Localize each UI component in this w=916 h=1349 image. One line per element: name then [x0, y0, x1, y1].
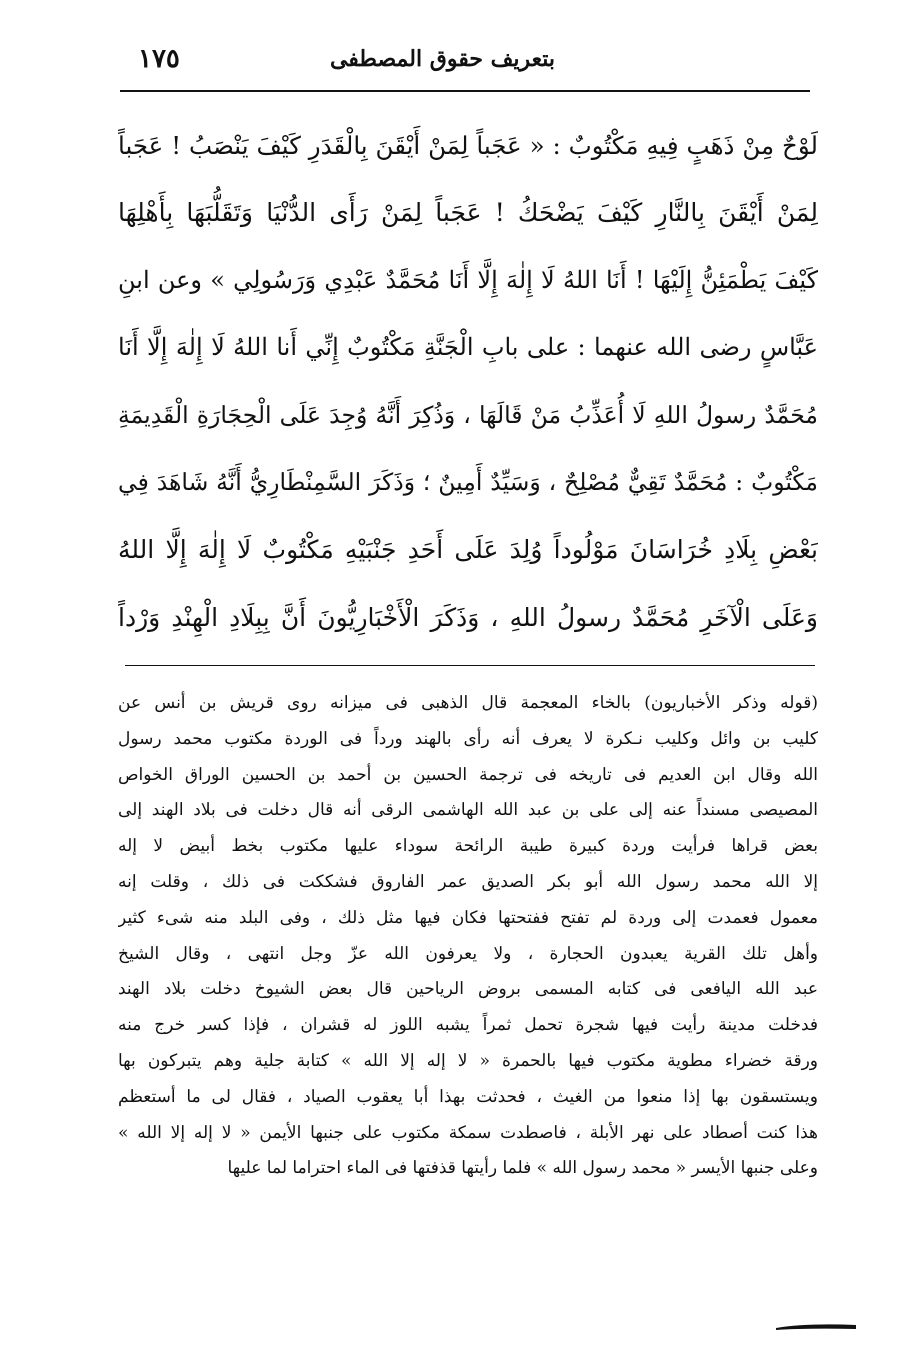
- footnote-line: معمول فعمدت إلى وردة لم تفتح ففتحتها فكان فيها مثل ذلك ، وفى البلد منه شىء كثير: [118, 907, 818, 928]
- footnote-line: هذا كنت أصطاد على نهر الأبلة ، فاصطدت سمكة مكتوب على جنبها الأيمن « لا إله إلا الله »: [118, 1122, 818, 1143]
- footnote-line: فدخلت مدينة رأيت فيها شجرة تحمل ثمراً يشبه اللوز له قشران ، فإذا كسر خرج منه: [118, 1015, 818, 1036]
- footnote-block: [118, 686, 818, 1187]
- footnote-line: وأهل تلك القرية يعبدون الحجارة ، ولا يعرفون الله عزّ وجل انتهى ، وقال الشيخ: [118, 943, 818, 964]
- main-text-line: وَعَلَى الْآخَرِ مُحَمَّدٌ رسولُ اللهِ ، وَذَكَرَ الْأَخْبَارِيُّونَ أَنَّ بِبِلَادِ الْهِنْدِ وَرْداً: [118, 602, 818, 632]
- page-number: ١٧٥: [138, 44, 180, 74]
- footnote-line: المصيصى مسنداً عنه إلى على بن عبد الله الهاشمى الرقى أنه قال دخلت فى بلاد الهند إلى: [118, 800, 818, 821]
- footnote-line: إلا الله محمد رسول الله أبو بكر الصديق عمر الفاروق فشككت فى ذلك ، وقلت إنه: [118, 871, 818, 892]
- main-text-line: بَعْضِ بِلَادِ خُرَاسَانَ مَوْلُوداً وُلِدَ عَلَى أَحَدِ جَنْبَيْهِ مَكْتُوبٌ لَا إِلٰهَ إِلَّا اللهُ: [118, 535, 818, 565]
- main-text-line: مُحَمَّدٌ رسولُ اللهِ لَا أُعَذِّبُ مَنْ قَالَهَا ، وَذُكِرَ أَنَّهُ وُجِدَ عَلَى الْحِجَارَةِ الْقَدِيمَةِ: [118, 400, 818, 429]
- footnote-separator: [125, 665, 815, 666]
- main-text-block: [118, 112, 818, 651]
- footnote-line: ورقة خضراء مطوية مكتوب فيها بالحمرة « لا إله إلا الله » كتابة جلية وهم يتبركون بها: [118, 1050, 818, 1071]
- footnote-line: بعض قراها فرأيت وردة كبيرة طيبة الرائحة سوداء عليها مكتوب بخط أبيض لا إله: [118, 836, 818, 857]
- footnote-line: (قوله وذكر الأخباريون) بالخاء المعجمة قال الذهبى فى ميزانه روى قريش بن أنس عن: [118, 693, 818, 713]
- footnote-line: كليب بن وائل وكليب نـكرة لا يعرف أنه رأى بالهند ورداً فى الوردة مكتوب محمد رسول: [118, 728, 818, 749]
- main-text-line: لِمَنْ أَيْقَنَ بِالنَّارِ كَيْفَ يَضْحَكُ ! عَجَباً لِمَنْ رَأَى الدُّنْيَا وَتَقَلُّبَهَا بِأَهْلِهَا: [118, 198, 818, 228]
- running-title: بتعريف حقوق المصطفى: [329, 46, 555, 72]
- running-header: [120, 42, 800, 86]
- main-text-line: لَوْحٌ مِنْ ذَهَبٍ فِيهِ مَكْتُوبٌ : « عَجَباً لِمَنْ أَيْقَنَ بِالْقَدَرِ كَيْفَ يَنْصَبُ ! عَجَباً: [118, 131, 818, 160]
- main-text-line: كَيْفَ يَطْمَئِنُّ إِلَيْهَا ! أَنَا اللهُ لَا إِلٰهَ إِلَّا أَنَا مُحَمَّدٌ عَبْدِي وَرَسُولِي » وعن ابنِ: [118, 265, 818, 294]
- main-text-line: مَكْتُوبٌ : مُحَمَّدٌ تَقِيٌّ مُصْلِحٌ ، وَسَيِّدٌ أَمِينٌ ؛ وَذَكَرَ السَّمِنْطَارِيُّ أَنَّهُ شَاهَدَ فِي: [118, 467, 818, 496]
- footnote-line: الله وقال ابن العديم فى تاريخه فى ترجمة الحسين بن أحمد بن الحسين الوراق الخواص: [118, 764, 818, 785]
- main-text-line: عَبَّاسٍ رضى الله عنهما : على بابِ الْجَنَّةِ مَكْتُوبٌ إِنِّي أَنا اللهُ لَا إِلٰهَ إِلَّا أَنَا: [118, 333, 818, 362]
- footnote-line: عبد الله اليافعى فى كتابه المسمى بروض الرياحين قال بعض الشيوخ دخلت بلاد الهند: [118, 979, 818, 1000]
- footnote-line: ويستسقون بها إذا منعوا من الغيث ، فحدثت بهذا أبا يعقوب الصياد ، فقال لى ما أستعظم: [118, 1086, 818, 1107]
- footnote-line: وعلى جنبها الأيسر « محمد رسول الله » فلما رأيتها قذفتها فى الماء احتراما لما عليها: [227, 1158, 818, 1179]
- header-rule: [120, 90, 810, 92]
- scan-edge-mark: [776, 1322, 856, 1332]
